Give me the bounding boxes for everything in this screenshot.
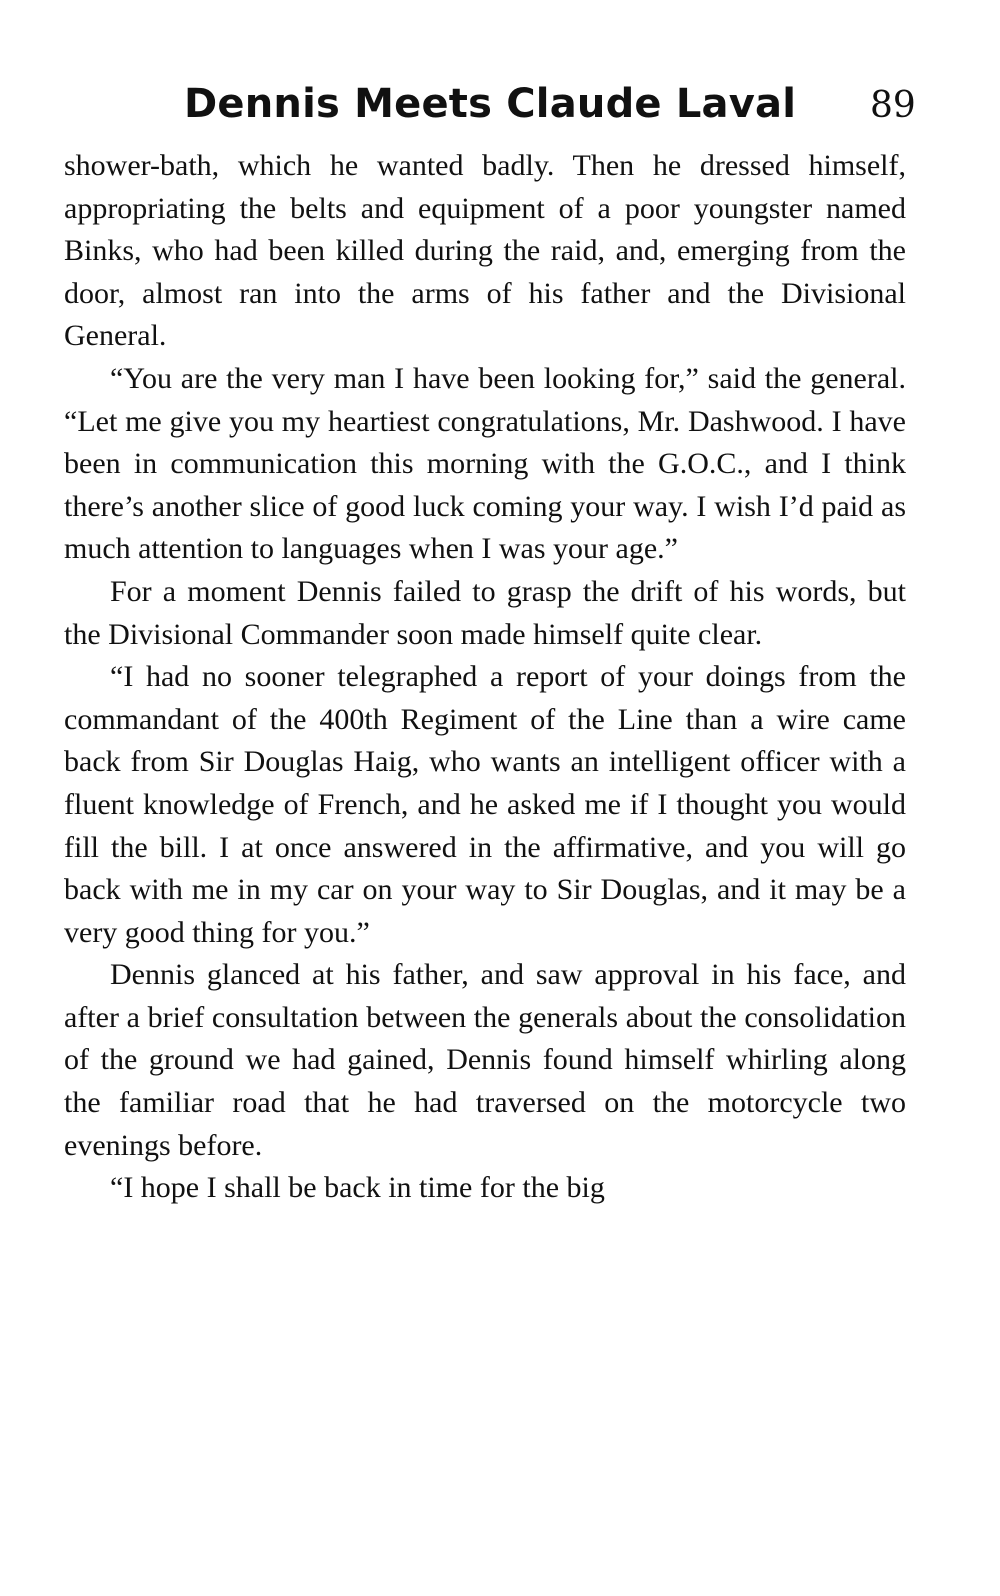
body-text bbox=[64, 145, 906, 1465]
paragraph-continued: shower-bath, which he wanted badly. Then he dressed himself, appropriating the belts and equipment of a poor youngster named Binks, who had been killed during the raid, and, emerging from the door, almost ran into the arms of his father and the Divisional General. bbox=[64, 149, 906, 353]
paragraph: For a moment Dennis failed to grasp the drift of his words, but the Divisional Commander soon made himself quite clear. bbox=[64, 574, 906, 651]
running-title: Dennis Meets Claude Laval bbox=[184, 81, 797, 127]
paragraph: Dennis glanced at his father, and saw approval in his face, and after a brief consultation between the generals about the consolidation of the ground we had gained, Dennis found himself whirling along the familiar road that he had traversed on the motorcycle two evenings before. bbox=[64, 958, 906, 1162]
paragraph-truncated: “I hope I shall be back in time for the big bbox=[110, 1171, 605, 1205]
paragraph: “You are the very man I have been looking for,” said the general. “Let me give you my heartiest congratulations, Mr. Dashwood. I have been in communication this morning with the G.O.C., and I think there’s another slice of good luck coming your way. I wish I’d paid as much attention to languages when I was your age.” bbox=[64, 361, 906, 566]
paragraph: “I had no sooner telegraphed a report of your doings from the commandant of the 400th Regiment of the Line than a wire came back from Sir Douglas Haig, who wants an intelligent officer with a fluent knowledge of French, and he asked me if I thought you would fill the bill. I at once answered in the affirmative, and you will go back with me in my car on your way to Sir Douglas, and it may be a very good thing for you.” bbox=[64, 660, 906, 949]
page-header bbox=[0, 78, 1000, 138]
page-number: 89 bbox=[870, 85, 916, 126]
